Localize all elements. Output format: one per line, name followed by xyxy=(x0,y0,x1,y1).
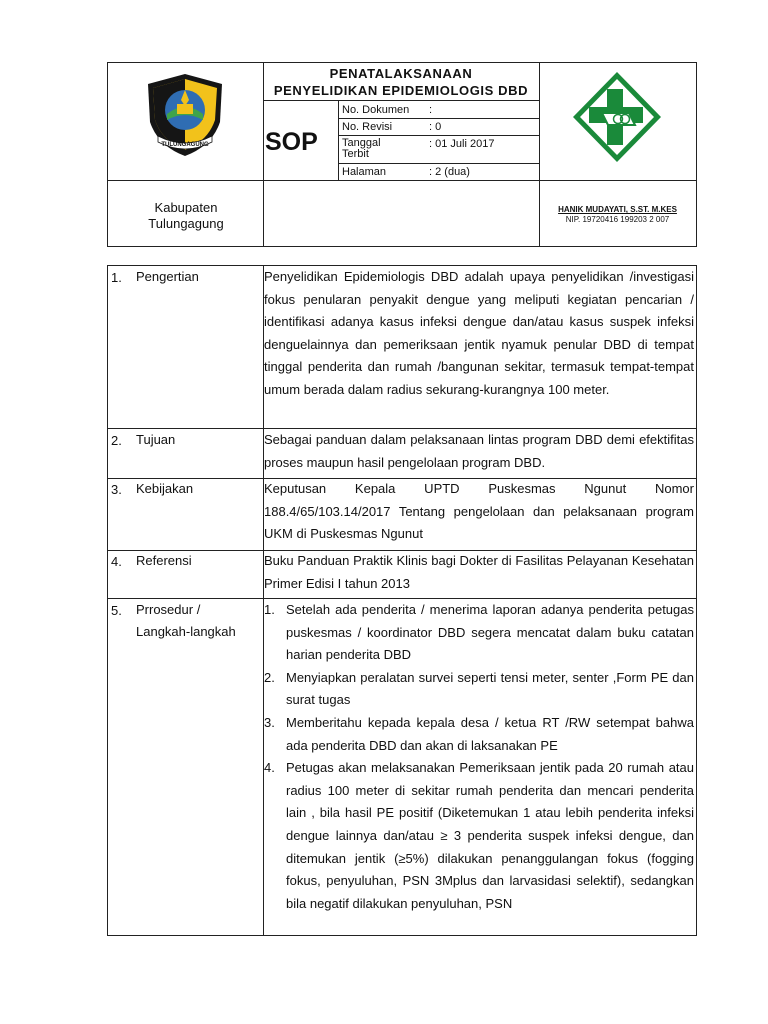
sop-label: SOP xyxy=(265,128,318,156)
org-name-line1: Kabupaten xyxy=(154,200,218,215)
step-text: Petugas akan melaksanakan Pemeriksaan jentik pada 20 rumah atau radius 100 meter di sekitar rumah penderita dan mencari penderita lain , bila hasil PE positif (Diketemukan 1 atau lebih penderita infeksi dengue lainnya dan/atau ≥ 3 penderita suspek infeksi dengue, dan ditemukan jentik (≥5%) dilakukan penanggulangan fokus (fogging fokus, penyuluhan, PSN 3Mplus dan larvasidasi selektif), sedangkan bila negatif dilakukan penyuluhan, PSN xyxy=(286,760,694,911)
field-no-dokumen-label: No. Dokumen xyxy=(342,104,410,116)
procedure-steps xyxy=(264,599,694,915)
section-label-prosedur-line2: Langkah-langkah xyxy=(136,624,236,639)
section-text-pengertian: Penyelidikan Epidemiologis DBD adalah upaya penyelidikan /investigasi fokus penularan penyakit dengue yang meliputi kegiatan pencarian / identifikasi adanya kasus infeksi dengue dan/atau kasus suspek infeksi denguelainnya dan pemeriksaan jentik nyamuk penular DBD di tempat tinggal penderita dan rumah /bangunan sekitar, termasuk tempat-tempat umum berada dalam radius sekurang-kurangnya 100 meter. xyxy=(264,269,694,397)
field-halaman-label: Halaman xyxy=(342,166,387,178)
section-number: 2. xyxy=(111,433,122,448)
puskesmas-logo xyxy=(569,69,665,165)
step-text: Memberitahu kepada kepala desa / ketua RT /RW setempat bahwa ada penderita DBD dan akan di laksanakan PE xyxy=(286,714,694,753)
step-text: Setelah ada penderita / menerima laporan adanya penderita petugas puskesmas / koordinator DBD segera mencatat dalam buku catatan harian penderita DBD xyxy=(286,602,694,663)
step-number: 1. xyxy=(264,602,275,617)
section-label-kebijakan: Kebijakan xyxy=(136,481,194,496)
section-label-prosedur-line1: Prrosedur / xyxy=(136,602,201,617)
section-number: 1. xyxy=(111,270,122,285)
step-number: 2. xyxy=(264,669,275,685)
signer-nip: NIP. 19720416 199203 2 007 xyxy=(565,215,670,224)
step-number: 3. xyxy=(264,714,275,730)
field-no-revisi-label: No. Revisi xyxy=(342,121,393,133)
org-name-line2: Tulungagung xyxy=(148,216,224,231)
document-title-line1: PENATALAKSANAAN xyxy=(329,66,473,81)
section-number: 4. xyxy=(111,554,122,569)
step-number: 4. xyxy=(264,760,275,776)
procedure-step xyxy=(264,599,694,667)
tulungagung-regency-logo xyxy=(140,70,230,160)
document-title-line2: PENYELIDIKAN EPIDEMIOLOGIS DBD xyxy=(273,83,529,98)
section-number: 5. xyxy=(111,603,122,618)
section-text-referensi: Buku Panduan Praktik Klinis bagi Dokter di Fasilitas Pelayanan Kesehatan Primer Edisi I tahun 2013 xyxy=(264,553,694,591)
procedure-step xyxy=(264,757,694,915)
field-halaman-value: : 2 (dua) xyxy=(429,166,470,178)
section-text-tujuan: Sebagai panduan dalam pelaksanaan lintas program DBD demi efektifitas proses maupun hasil pengelolaan program DBD. xyxy=(264,432,694,470)
section-label-referensi: Referensi xyxy=(136,553,192,568)
procedure-step xyxy=(264,712,694,757)
section-label-pengertian: Pengertian xyxy=(136,269,199,284)
section-number: 3. xyxy=(111,482,122,497)
signer-name: HANIK MUDAYATI, S.ST. M.KES xyxy=(558,205,677,214)
field-no-revisi-value: : 0 xyxy=(429,121,442,133)
section-text-kebijakan: Keputusan Kepala UPTD Puskesmas Ngunut Nomor 188.4/65/103.14/2017 Tentang pengelolaan dan pelaksanaan program UKM di Puskesmas Ngunut xyxy=(264,481,694,542)
field-no-dokumen-value: : xyxy=(429,104,433,116)
section-label-tujuan: Tujuan xyxy=(136,432,176,447)
procedure-step xyxy=(264,667,694,712)
regency-logo-text: TULUNGAGUNG xyxy=(161,142,209,148)
field-tanggal-value: : 01 Juli 2017 xyxy=(429,138,495,150)
field-tanggal-label: Tanggal Terbit xyxy=(342,137,381,160)
step-text: Menyiapkan peralatan survei seperti tensi meter, senter ,Form PE dan surat tugas xyxy=(286,669,694,708)
